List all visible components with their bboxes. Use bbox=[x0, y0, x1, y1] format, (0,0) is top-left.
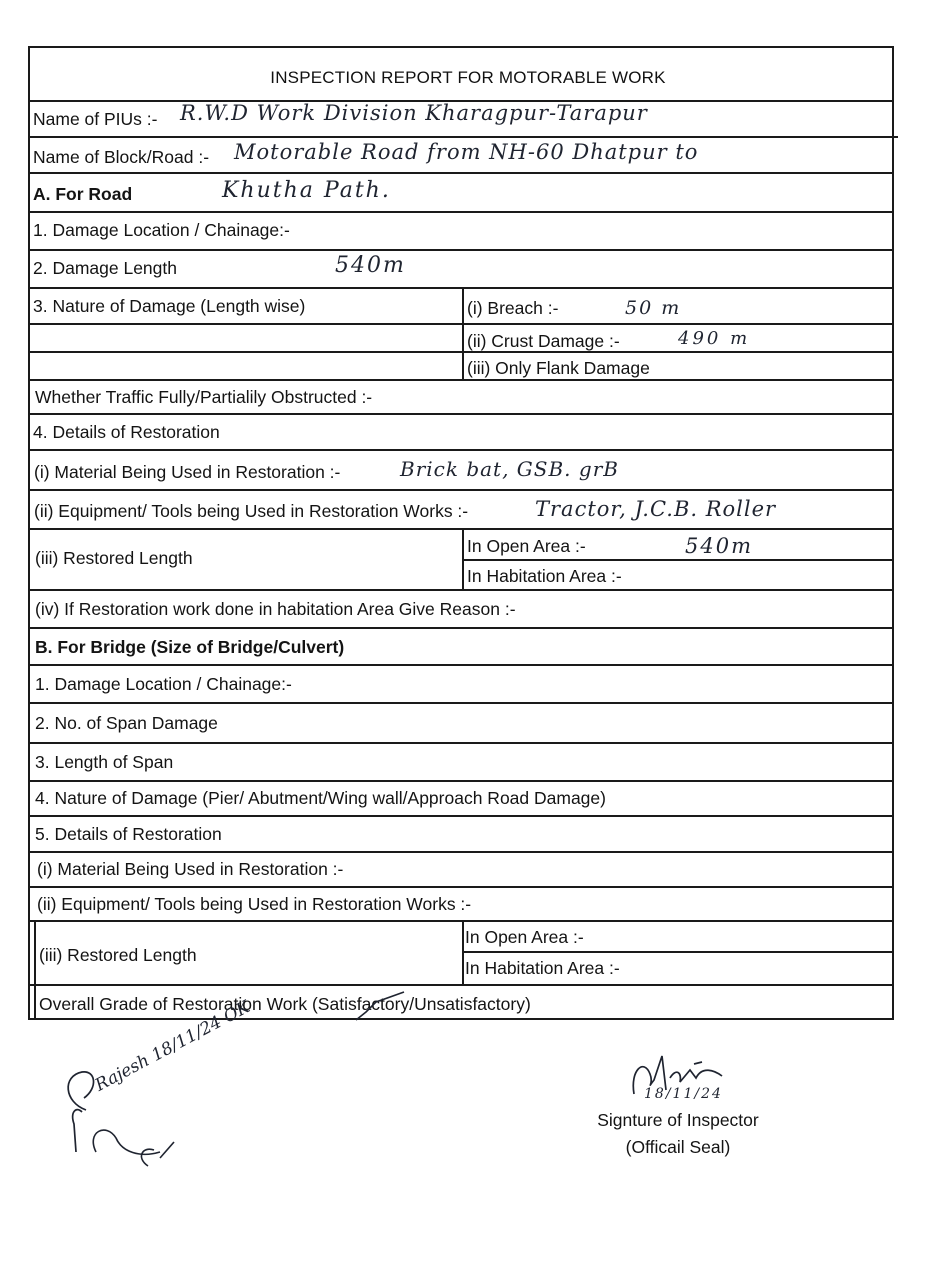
column-divider bbox=[462, 920, 464, 984]
row-divider bbox=[28, 886, 894, 888]
crust-damage-value: 490 m bbox=[678, 328, 751, 349]
row-divider bbox=[28, 920, 894, 922]
inspector-label: Signture of Inspector bbox=[597, 1110, 759, 1130]
row-divider bbox=[28, 413, 894, 415]
pius-label: Name of PIUs :- bbox=[33, 109, 158, 129]
row-divider bbox=[462, 951, 894, 953]
pius-handwritten-value: R.W.D Work Division Kharagpur-Tarapur bbox=[180, 101, 648, 125]
row-divider bbox=[28, 702, 894, 704]
row-divider bbox=[28, 589, 894, 591]
column-divider bbox=[462, 287, 464, 379]
row-divider bbox=[28, 627, 894, 629]
row-divider bbox=[28, 211, 894, 213]
habitation-reason-label: (iv) If Restoration work done in habitation Area Give Reason :- bbox=[35, 599, 516, 619]
row-divider bbox=[28, 489, 894, 491]
inspector-signature bbox=[610, 1050, 750, 1110]
bridge-equipment-label: (ii) Equipment/ Tools being Used in Restoration Works :- bbox=[37, 894, 472, 914]
row-divider bbox=[28, 379, 894, 381]
row-divider bbox=[28, 780, 894, 782]
block-road-label: Name of Block/Road :- bbox=[33, 147, 210, 167]
road-open-area-value: 540m bbox=[685, 534, 753, 558]
road-material-label: (i) Material Being Used in Restoration :- bbox=[34, 462, 341, 482]
report-title: INSPECTION REPORT FOR MOTORABLE WORK bbox=[270, 68, 666, 87]
bridge-nature-label: 4. Nature of Damage (Pier/ Abutment/Wing wall/Approach Road Damage) bbox=[35, 788, 606, 808]
crust-damage-label: (ii) Crust Damage :- bbox=[467, 331, 620, 351]
row-divider bbox=[28, 528, 894, 530]
restoration-details-label: 4. Details of Restoration bbox=[33, 422, 220, 442]
road-damage-location-label: 1. Damage Location / Chainage:- bbox=[33, 220, 290, 240]
bridge-restoration-label: 5. Details of Restoration bbox=[35, 824, 222, 844]
road-habitation-area-label: In Habitation Area :- bbox=[467, 566, 622, 586]
road-name-handwritten-value: Khutha Path. bbox=[222, 178, 391, 203]
bridge-restored-length-label: (iii) Restored Length bbox=[39, 945, 197, 965]
left-initials-signature bbox=[56, 997, 254, 1167]
row-divider bbox=[28, 851, 894, 853]
row-divider bbox=[28, 249, 894, 251]
bridge-section-heading: B. For Bridge (Size of Bridge/Culvert) bbox=[35, 637, 345, 657]
row-divider bbox=[28, 136, 898, 138]
road-equipment-value: Tractor, J.C.B. Roller bbox=[535, 497, 777, 521]
bridge-material-label: (i) Material Being Used in Restoration :- bbox=[37, 859, 344, 879]
row-divider bbox=[28, 742, 894, 744]
row-divider bbox=[28, 351, 894, 353]
flank-damage-label: (iii) Only Flank Damage bbox=[467, 358, 650, 378]
column-divider bbox=[34, 920, 36, 1020]
row-divider bbox=[28, 172, 894, 174]
breach-value: 50 m bbox=[625, 297, 682, 319]
bridge-habitation-area-label: In Habitation Area :- bbox=[465, 958, 620, 978]
breach-label: (i) Breach :- bbox=[467, 298, 559, 318]
row-divider bbox=[28, 984, 894, 986]
road-restored-length-label: (iii) Restored Length bbox=[35, 548, 193, 568]
traffic-label: Whether Traffic Fully/Partialily Obstructed :- bbox=[35, 387, 373, 407]
row-divider bbox=[462, 559, 894, 561]
block-road-handwritten-value: Motorable Road from NH-60 Dhatpur to bbox=[234, 140, 699, 164]
road-damage-length-value: 540m bbox=[335, 253, 406, 278]
bridge-open-area-label: In Open Area :- bbox=[465, 927, 584, 947]
row-divider bbox=[28, 323, 894, 325]
seal-label: (Officail Seal) bbox=[625, 1137, 731, 1157]
road-section-heading: A. For Road bbox=[33, 184, 133, 204]
tick-mark-icon bbox=[352, 990, 412, 1028]
signature-date: 18/11/24 bbox=[644, 1086, 723, 1102]
road-damage-length-label: 2. Damage Length bbox=[33, 258, 177, 278]
bridge-damage-location-label: 1. Damage Location / Chainage:- bbox=[35, 674, 292, 694]
column-divider bbox=[462, 528, 464, 589]
road-equipment-label: (ii) Equipment/ Tools being Used in Restoration Works :- bbox=[34, 501, 469, 521]
road-material-value: Brick bat, GSB. grB bbox=[400, 457, 619, 481]
span-damage-label: 2. No. of Span Damage bbox=[35, 713, 218, 733]
road-nature-label: 3. Nature of Damage (Length wise) bbox=[33, 296, 306, 316]
overall-grade-label: Overall Grade of Restoration Work (Satisfactory/Unsatisfactory) bbox=[39, 994, 531, 1014]
row-divider bbox=[28, 449, 894, 451]
row-divider bbox=[28, 664, 894, 666]
row-divider bbox=[28, 815, 894, 817]
road-open-area-label: In Open Area :- bbox=[467, 536, 586, 556]
span-length-label: 3. Length of Span bbox=[35, 752, 174, 772]
row-divider bbox=[28, 287, 894, 289]
initials-text: Rajesh 18/11/24 OK bbox=[92, 997, 254, 1096]
